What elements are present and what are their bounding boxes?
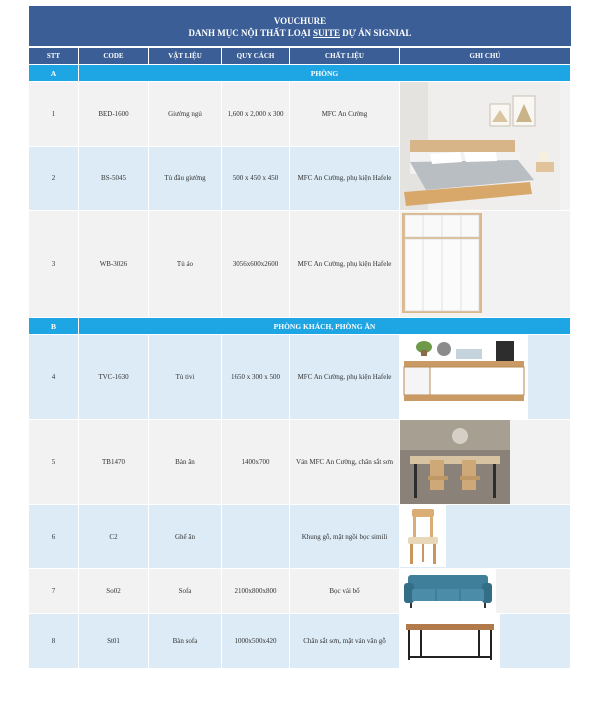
cell-image-dining — [400, 420, 571, 505]
cell-stt: 7 — [29, 569, 79, 614]
cell-stt: 4 — [29, 335, 79, 420]
title-line-2-post: DỰ ÁN SIGNIAL — [342, 28, 412, 38]
table-row — [29, 505, 571, 569]
section-title: PHÒNG KHÁCH, PHÒNG ĂN — [79, 318, 571, 335]
cell-code: St01 — [79, 614, 149, 669]
cell-chat-lieu: MFC An Cường — [290, 82, 400, 147]
col-header-code: CODE — [79, 48, 149, 65]
wardrobe-photo — [400, 211, 484, 317]
col-header-ghi-chu: GHI CHÚ — [400, 48, 571, 65]
cell-code: WB-3026 — [79, 211, 149, 318]
cell-stt: 6 — [29, 505, 79, 569]
cell-vat-lieu: Tủ áo — [149, 211, 222, 318]
cell-vat-lieu: Giường ngủ — [149, 82, 222, 147]
table-header-row — [29, 48, 571, 65]
cell-chat-lieu: MFC An Cường, phụ kiện Hafele — [290, 147, 400, 212]
title-line-2 — [29, 27, 571, 39]
cell-quy-cach: 1,600 x 2,000 x 300 — [222, 82, 290, 147]
title-line-2-underlined: SUITE — [312, 28, 340, 38]
sofa-photo — [400, 569, 496, 613]
section-title: PHÒNG — [79, 65, 571, 82]
cell-quy-cach: 1650 x 300 x 500 — [222, 335, 290, 420]
cell-quy-cach: 500 x 450 x 450 — [222, 147, 290, 212]
table-row — [29, 211, 571, 318]
cell-image-sofa — [400, 569, 571, 614]
cell-code: C2 — [79, 505, 149, 569]
cell-code: BS-5045 — [79, 147, 149, 212]
cell-chat-lieu: Bọc vải bố — [290, 569, 400, 614]
cell-stt: 5 — [29, 420, 79, 505]
cell-quy-cach — [222, 505, 290, 569]
cell-vat-lieu: Tủ tivi — [149, 335, 222, 420]
col-header-stt: STT — [29, 48, 79, 65]
furniture-table — [29, 48, 571, 669]
cell-quy-cach: 3056x600x2600 — [222, 211, 290, 318]
table-row — [29, 614, 571, 669]
col-header-quy-cach: QUY CÁCH — [222, 48, 290, 65]
cell-stt: 2 — [29, 147, 79, 212]
cell-stt: 3 — [29, 211, 79, 318]
cell-code: TB1470 — [79, 420, 149, 505]
cell-chat-lieu: MFC An Cường, phụ kiện Hafele — [290, 335, 400, 420]
cell-image-bed — [400, 82, 571, 211]
cell-vat-lieu: Bàn sofa — [149, 614, 222, 669]
bed-photo — [400, 82, 560, 210]
table-row — [29, 335, 571, 420]
cell-vat-lieu: Tủ đầu giường — [149, 147, 222, 212]
section-id: B — [29, 318, 79, 335]
cell-image-wardrobe — [400, 211, 571, 318]
section-row-a — [29, 65, 571, 82]
cell-chat-lieu: Chân sắt sơn, mặt ván vân gỗ — [290, 614, 400, 669]
col-header-chat-lieu: CHẤT LIỆU — [290, 48, 400, 65]
cell-vat-lieu: Ghế ăn — [149, 505, 222, 569]
tv-cabinet-photo — [400, 335, 528, 419]
cell-chat-lieu: Khung gỗ, mặt ngồi bọc simili — [290, 505, 400, 569]
cell-quy-cach: 2100x800x800 — [222, 569, 290, 614]
dining-chair-photo — [400, 505, 446, 567]
cell-image-coffee-table — [400, 614, 571, 669]
cell-code: BED-1600 — [79, 82, 149, 147]
table-row — [29, 569, 571, 614]
catalog-page — [29, 6, 571, 669]
section-id: A — [29, 65, 79, 82]
cell-vat-lieu: Sofa — [149, 569, 222, 614]
coffee-table-photo — [400, 614, 500, 668]
cell-chat-lieu: Ván MFC An Cường, chân sắt sơn — [290, 420, 400, 505]
table-row — [29, 420, 571, 505]
title-line-1: VOUCHURE — [273, 16, 327, 26]
col-header-vat-lieu: VẬT LIỆU — [149, 48, 222, 65]
title-line-2-pre: DANH MỤC NỘI THẤT LOẠI — [188, 28, 311, 38]
cell-chat-lieu: MFC An Cường, phụ kiện Hafele — [290, 211, 400, 318]
cell-vat-lieu: Bàn ăn — [149, 420, 222, 505]
cell-image-chair — [400, 505, 571, 569]
cell-code: So02 — [79, 569, 149, 614]
cell-stt: 8 — [29, 614, 79, 669]
cell-quy-cach: 1000x500x420 — [222, 614, 290, 669]
cell-stt: 1 — [29, 82, 79, 147]
document-title — [29, 6, 571, 46]
table-row — [29, 82, 571, 147]
section-row-b — [29, 318, 571, 335]
cell-image-tv-cabinet — [400, 335, 571, 420]
cell-code: TVC-1630 — [79, 335, 149, 420]
dining-table-photo — [400, 420, 510, 504]
cell-quy-cach: 1400x700 — [222, 420, 290, 505]
